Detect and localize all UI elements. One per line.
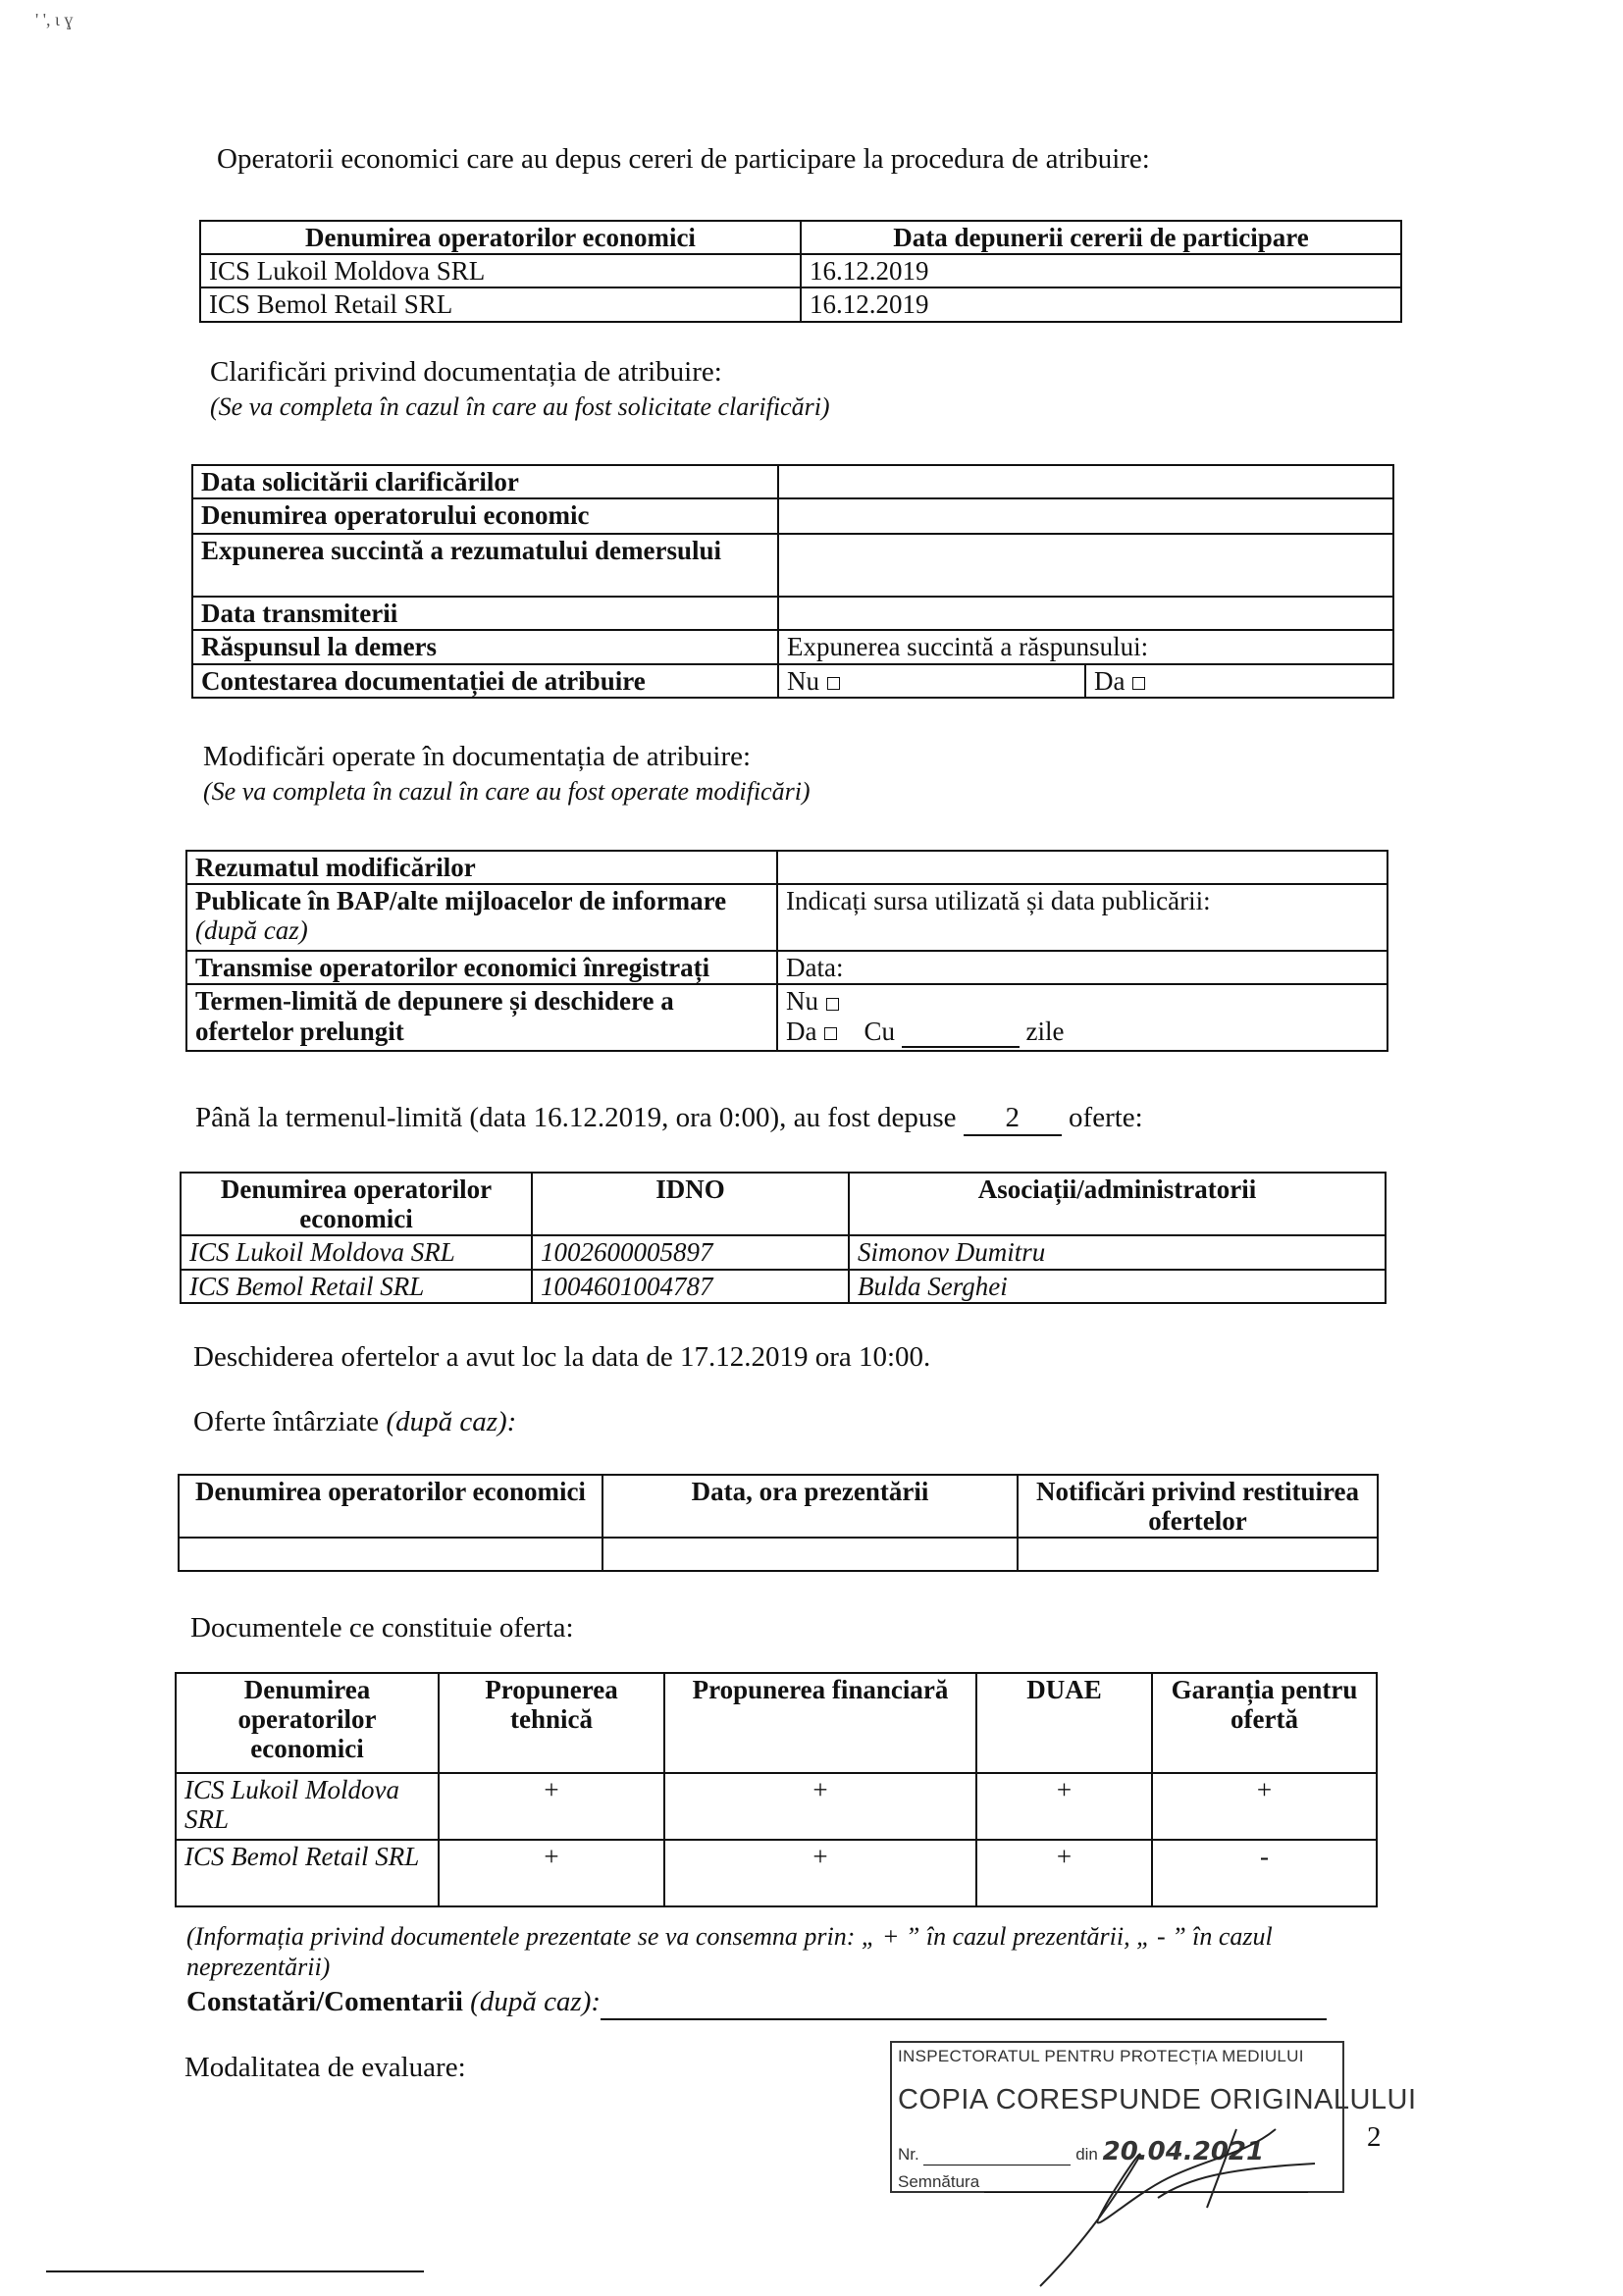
option-label: Nu — [786, 986, 818, 1017]
row-value — [777, 984, 1387, 1051]
deadline-sentence — [195, 1102, 1143, 1136]
row-label: Data transmiterii — [192, 597, 778, 630]
table-row — [176, 1773, 1377, 1840]
table-header-row — [176, 1673, 1377, 1773]
participants-table — [199, 220, 1402, 323]
row-value — [777, 851, 1387, 884]
stamp-copy-text: COPIA CORESPUNDE ORIGINALULUI — [898, 2084, 1417, 2115]
financial-mark: + — [664, 1840, 976, 1906]
stamp-date: 20.04.2021 — [1102, 2137, 1265, 2166]
label-italic: (după caz) — [195, 915, 308, 946]
option-label: Da — [1094, 665, 1126, 696]
row-value — [778, 465, 1393, 498]
late-offers-heading — [193, 1406, 516, 1438]
documents-heading: Documentele ce constituie oferta: — [190, 1612, 574, 1644]
operator-name: ICS Lukoil Moldova SRL — [176, 1773, 439, 1840]
duae-mark: + — [976, 1773, 1152, 1840]
row-value: Indicați sursa utilizată și data publicării: — [777, 884, 1387, 951]
duae-mark: + — [976, 1840, 1152, 1906]
footnote-rule — [46, 2270, 424, 2272]
stamp-din: din — [1075, 2145, 1098, 2164]
table-row — [186, 951, 1387, 984]
option-label: Nu — [787, 665, 819, 696]
technical-mark: + — [439, 1773, 664, 1840]
clarifications-table — [191, 464, 1394, 699]
checkbox-icon — [1132, 677, 1145, 690]
header-guarantee: Garanția pentru ofertă — [1152, 1673, 1377, 1773]
row-label: Contestarea documentației de atribuire — [192, 664, 778, 698]
stamp-nr-label: Nr. — [898, 2145, 919, 2164]
scan-marks: ' ', ι ɣ — [35, 10, 74, 29]
cu-label: Cu — [864, 1016, 895, 1046]
operator-name: ICS Lukoil Moldova SRL — [181, 1235, 532, 1269]
header-financial: Propunerea financiară — [664, 1673, 976, 1773]
table-row — [186, 851, 1387, 884]
operator-name: ICS Lukoil Moldova SRL — [200, 254, 801, 287]
late-note: (după caz): — [386, 1406, 517, 1437]
constatari-line — [186, 1986, 1327, 2020]
table-row — [186, 984, 1387, 1051]
technical-mark: + — [439, 1840, 664, 1906]
checkbox-icon — [824, 1027, 837, 1040]
zile-label: zile — [1025, 1016, 1065, 1046]
table-row — [192, 498, 1393, 534]
answer-text: Expunerea succintă a răspunsului: — [778, 630, 1393, 663]
header-submission-date: Data depunerii cererii de participare — [801, 221, 1401, 254]
section-modifications-heading: Modificări operate în documentația de atribuire: — [203, 741, 752, 772]
table-row — [192, 534, 1393, 597]
table-row — [181, 1270, 1386, 1303]
table-row — [200, 287, 1401, 321]
row-label: Transmise operatorilor economici înregistrați — [186, 951, 777, 984]
offers-table — [180, 1172, 1387, 1304]
signature-scribble — [1021, 2070, 1335, 2296]
table-row — [200, 254, 1401, 287]
row-label: Denumirea operatorului economic — [192, 498, 778, 534]
row-value — [778, 498, 1393, 534]
row-value — [778, 597, 1393, 630]
header-associates: Asociații/administratorii — [849, 1173, 1386, 1235]
section-modifications-note: (Se va completa în cazul în care au fost operate modificări) — [203, 777, 811, 806]
option-label: Da — [786, 1016, 817, 1046]
row-value: Data: — [777, 951, 1387, 984]
opening-sentence: Deschiderea ofertelor a avut loc la data de 17.12.2019 ora 10:00. — [193, 1341, 931, 1373]
documents-table — [175, 1672, 1378, 1907]
submission-date: 16.12.2019 — [801, 254, 1401, 287]
section-participants-heading: Operatorii economici care au depus cereri de participare la procedura de atribuire: — [217, 143, 1150, 175]
submission-date: 16.12.2019 — [801, 287, 1401, 321]
table-header-row — [200, 221, 1401, 254]
table-row — [176, 1840, 1377, 1906]
operator-name: ICS Bemol Retail SRL — [200, 287, 801, 321]
row-label: Termen-limită de depunere și deschidere a ofertelor prelungit — [186, 984, 777, 1051]
documents-note: (Informația privind documentele prezentate se va consemna prin: „ + ” în cazul prezentării, „ - ” în cazul neprezentării) — [186, 1922, 1273, 1982]
table-row — [186, 884, 1387, 951]
option-nu — [786, 986, 1379, 1016]
header-notifications: Notificări privind restituirea ofertelor — [1018, 1475, 1378, 1538]
stamp-signature-label: Semnătura — [898, 2172, 980, 2191]
checkbox-icon — [827, 677, 840, 690]
associates: Simonov Dumitru — [849, 1235, 1386, 1269]
modifications-table — [185, 850, 1388, 1052]
table-header-row — [179, 1475, 1378, 1538]
table-row — [179, 1538, 1378, 1571]
operator-name: ICS Bemol Retail SRL — [176, 1840, 439, 1906]
row-value — [778, 534, 1393, 597]
late-offers-table — [178, 1474, 1379, 1572]
label-bold: Publicate în BAP/alte mijloacelor de informare — [195, 886, 727, 916]
offers-count — [964, 1102, 1062, 1136]
constatari-note: (după caz): — [470, 1986, 602, 2017]
table-row — [192, 664, 1393, 698]
stamp-institution: INSPECTORATUL PENTRU PROTECȚIA MEDIULUI — [898, 2047, 1304, 2065]
table-header-row — [181, 1173, 1386, 1235]
table-row — [192, 465, 1393, 498]
header-presentation-time: Data, ora prezentării — [602, 1475, 1018, 1538]
constatari-blank — [601, 1986, 1327, 2020]
option-da — [1085, 664, 1393, 698]
option-nu — [778, 664, 1085, 698]
section-clarifications-heading: Clarificări privind documentația de atribuire: — [210, 356, 722, 388]
checkbox-icon — [826, 998, 839, 1011]
idno: 1002600005897 — [532, 1235, 849, 1269]
idno: 1004601004787 — [532, 1270, 849, 1303]
row-label: Data solicitării clarificărilor — [192, 465, 778, 498]
deadline-text: Până la termenul-limită (data 16.12.2019, ora 0:00), au fost depuse — [195, 1102, 957, 1133]
header-duae: DUAE — [976, 1673, 1152, 1773]
empty-cell — [1018, 1538, 1378, 1571]
header-operator-name: Denumirea operatorilor economici — [200, 221, 801, 254]
empty-cell — [179, 1538, 602, 1571]
header-technical: Propunerea tehnică — [439, 1673, 664, 1773]
operator-name: ICS Bemol Retail SRL — [181, 1270, 532, 1303]
financial-mark: + — [664, 1773, 976, 1840]
table-row — [192, 630, 1393, 663]
row-label: Răspunsul la demers — [192, 630, 778, 663]
table-row — [192, 597, 1393, 630]
constatari-label: Constatări/Comentarii — [186, 1986, 463, 2017]
row-label: Rezumatul modificărilor — [186, 851, 777, 884]
evaluation-heading: Modalitatea de evaluare: — [184, 2052, 466, 2083]
row-label: Expunerea succintă a rezumatului demersului — [192, 534, 778, 597]
table-row — [181, 1235, 1386, 1269]
header-idno: IDNO — [532, 1173, 849, 1235]
header-operator-name: Denumirea operatorilor economici — [179, 1475, 602, 1538]
section-clarifications-note: (Se va completa în cazul în care au fost solicitate clarificări) — [210, 392, 830, 421]
offers-count-value: 2 — [1005, 1102, 1021, 1133]
header-operator-name: Denumirea operatorilor economici — [176, 1673, 439, 1773]
header-operator-name: Denumirea operatorilor economici — [181, 1173, 532, 1235]
late-label: Oferte întârziate — [193, 1406, 380, 1437]
page-number: 2 — [1367, 2121, 1382, 2153]
empty-cell — [602, 1538, 1018, 1571]
deadline-text-end: oferte: — [1069, 1102, 1143, 1133]
days-blank — [902, 1017, 1020, 1048]
guarantee-mark: - — [1152, 1840, 1377, 1906]
row-label — [186, 884, 777, 951]
guarantee-mark: + — [1152, 1773, 1377, 1840]
associates: Bulda Serghei — [849, 1270, 1386, 1303]
option-da — [786, 1017, 1379, 1048]
